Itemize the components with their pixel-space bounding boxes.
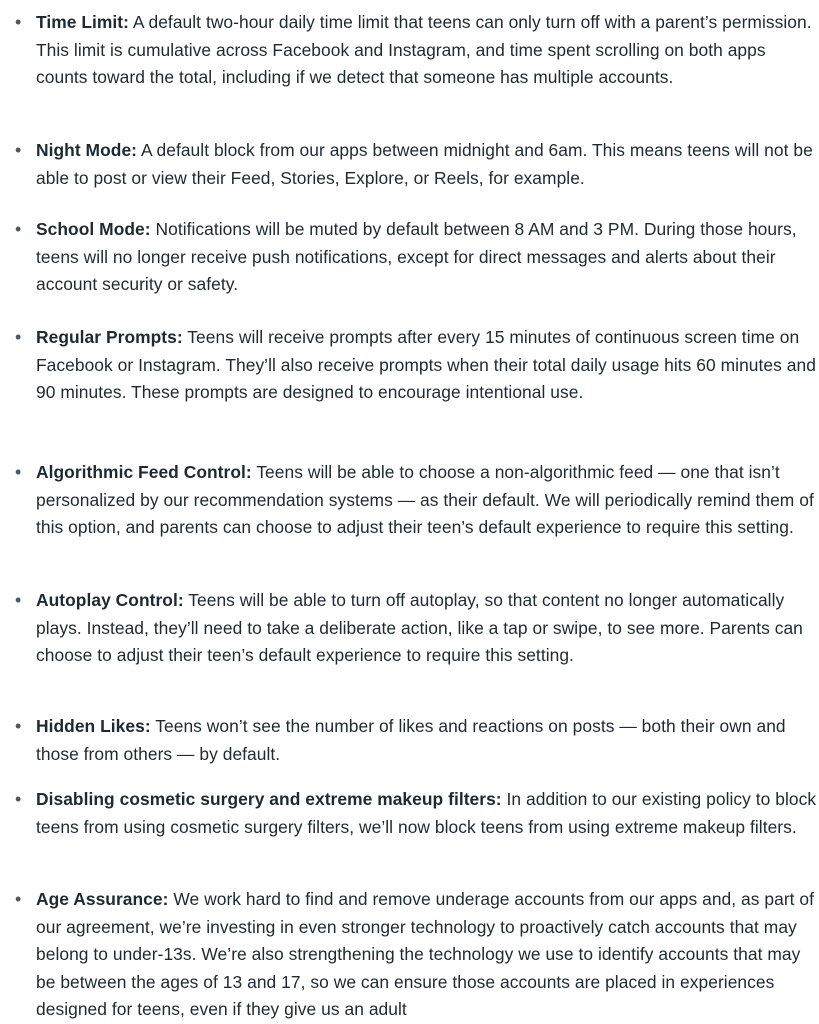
list-item-body: We work hard to find and remove underage accounts from our apps and, as part of our agreement, we’re investing in even stronger technology to proactively catch accounts that may belong to under-13s. We’re also strengthening the technology we use to identify accounts that may be between the ages of 13 and 17, so we can ensure those accounts are placed in experiences designed for teens, even if they give us an adult — [36, 889, 815, 1020]
bullet-icon: • — [15, 140, 22, 160]
list-item-text — [36, 459, 819, 542]
list-item-text — [36, 786, 819, 841]
list-item-text — [36, 9, 819, 92]
list-item-title: Night Mode: — [36, 140, 138, 160]
list-item-body: A default two-hour daily time limit that teens can only turn off with a parent’s permission. This limit is cumulative across Facebook and Instagram, and time spent scrolling on both apps counts toward the total, including if we detect that someone has multiple accounts. — [36, 12, 812, 88]
bullet-icon: • — [15, 219, 22, 239]
list-item-text — [36, 137, 819, 192]
list-item-text — [36, 886, 819, 1024]
list-item-title: School Mode: — [36, 219, 151, 239]
list-item-text — [36, 587, 819, 670]
list-item-body: A default block from our apps between midnight and 6am. This means teens will not be able to post or view their Feed, Stories, Explore, or Reels, for example. — [36, 140, 813, 188]
list-item-text — [36, 324, 819, 407]
bullet-icon: • — [15, 327, 22, 347]
list-item-body: Teens will receive prompts after every 15 minutes of continuous screen time on Facebook or Instagram. They’ll also receive prompts when their total daily usage hits 60 minutes and 90 minutes. These prompts are designed to encourage intentional use. — [36, 327, 816, 403]
bullet-icon: • — [15, 716, 22, 736]
list-item-body: Teens won’t see the number of likes and reactions on posts — both their own and those from others — by default. — [36, 716, 786, 764]
list-item-title: Autoplay Control: — [36, 590, 184, 610]
list-item-title: Regular Prompts: — [36, 327, 183, 347]
list-item-title: Time Limit: — [36, 12, 129, 32]
bullet-icon: • — [15, 12, 22, 32]
list-item-text — [36, 216, 819, 299]
bullet-icon: • — [15, 462, 22, 482]
list-item-body: Notifications will be muted by default between 8 AM and 3 PM. During those hours, teens will no longer receive push notifications, except for direct messages and alerts about their account security or safety. — [36, 219, 797, 295]
list-item-title: Disabling cosmetic surgery and extreme makeup filters: — [36, 789, 502, 809]
list-item-body: Teens will be able to choose a non-algorithmic feed — one that isn’t personalized by our recommendation systems — as their default. We will periodically remind them of this option, and parents can choose to adjust their teen’s default experience to require this setting. — [36, 462, 814, 538]
list-item-title: Age Assurance: — [36, 889, 169, 909]
list-item-text — [36, 713, 819, 768]
bullet-icon: • — [15, 590, 22, 610]
bullet-icon: • — [15, 889, 22, 909]
list-item-title: Hidden Likes: — [36, 716, 151, 736]
list-item-body: In addition to our existing policy to block teens from using cosmetic surgery filters, we’ll now block teens from using extreme makeup filters. — [36, 789, 817, 837]
list-item-body: Teens will be able to turn off autoplay, so that content no longer automatically plays. Instead, they’ll need to take a deliberate action, like a tap or swipe, to see more. Parents can choose to adjust their teen’s default experience to require this setting. — [36, 590, 803, 666]
list-item-title: Algorithmic Feed Control: — [36, 462, 252, 482]
bullet-icon: • — [15, 789, 22, 809]
